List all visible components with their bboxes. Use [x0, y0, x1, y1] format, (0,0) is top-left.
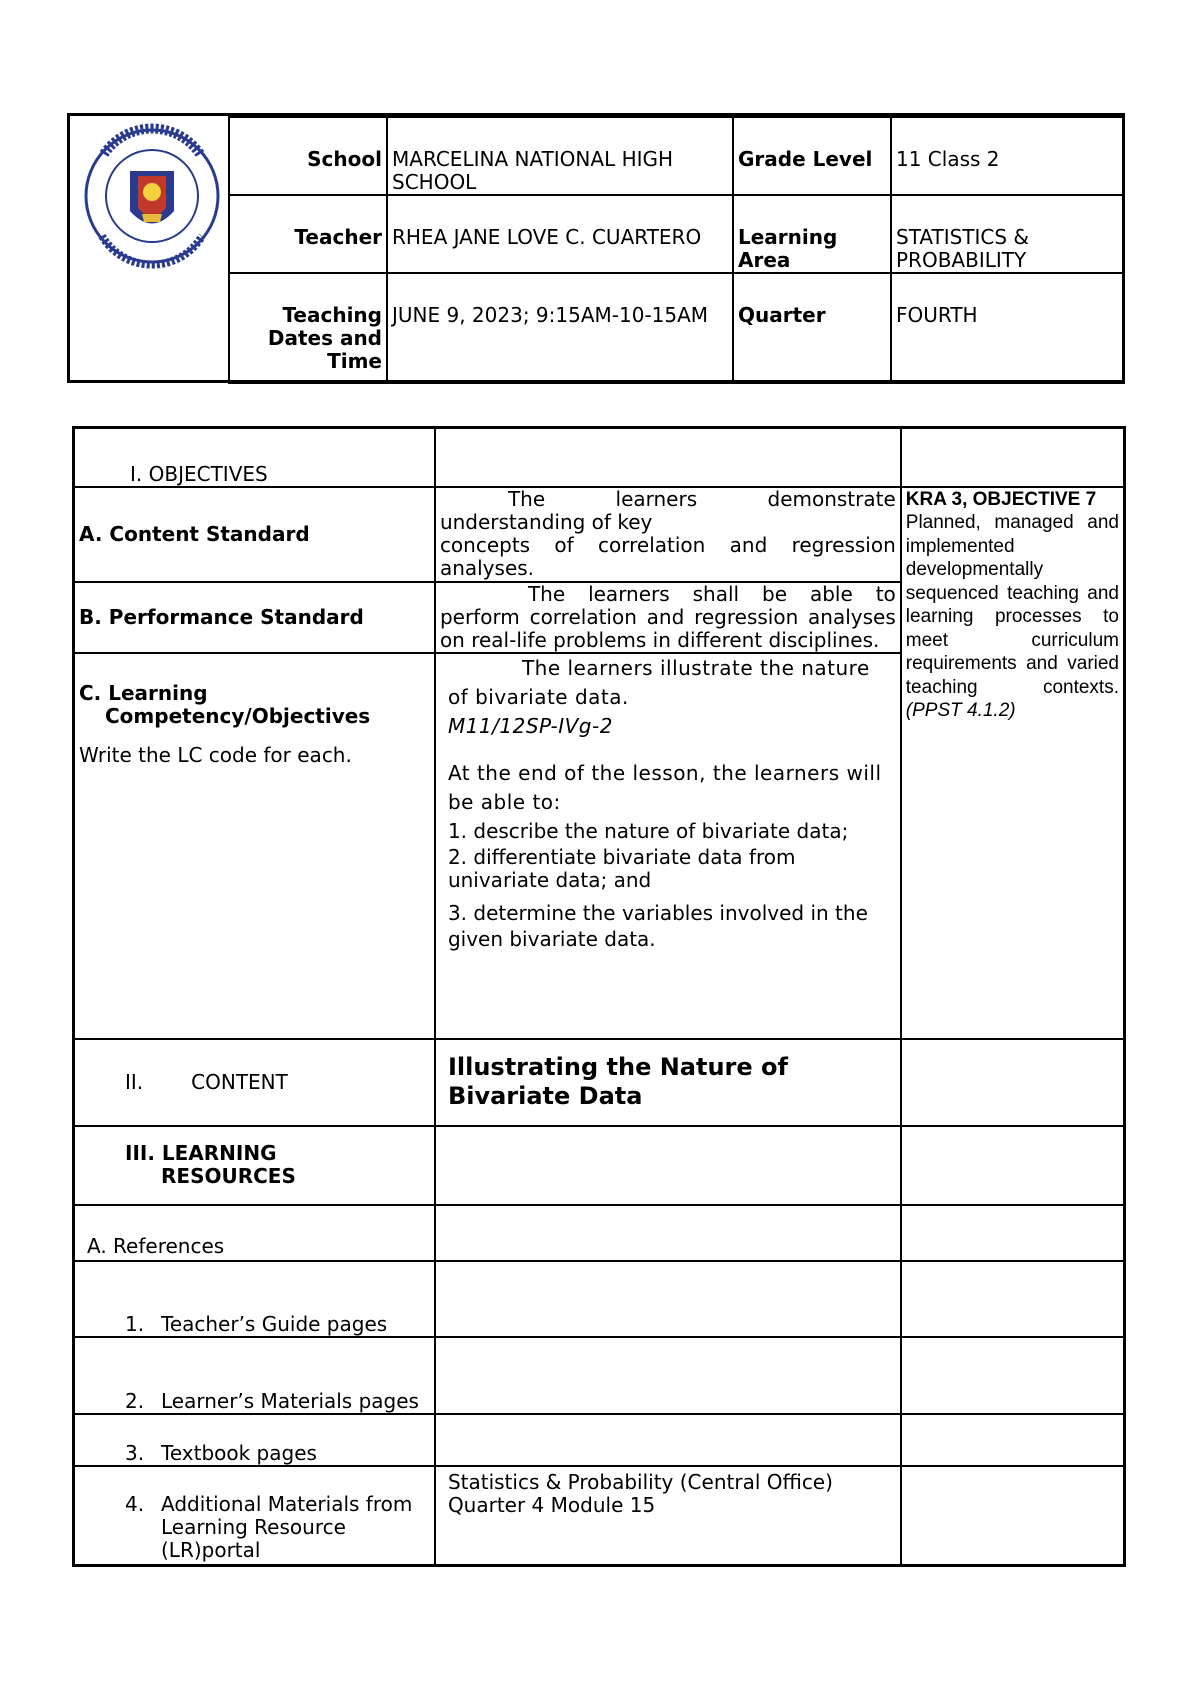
header-row-school — [229, 117, 1124, 195]
references-row — [74, 1205, 1125, 1261]
kra-title: KRA 3, OBJECTIVE 7 — [905, 488, 1097, 510]
resource-row-3 — [74, 1414, 1125, 1466]
kra-text: Planned, managed and implemented developmentally sequenced teaching and learning processes to meet curriculum requirements and varied teaching contexts. — [905, 512, 1119, 698]
resource-label-3 — [74, 1414, 435, 1466]
content-standard-label: A. Content Standard — [74, 487, 435, 582]
resources-heading-b: RESOURCES — [161, 1164, 296, 1188]
school-value: MARCELINA NATIONAL HIGH SCHOOL — [387, 117, 733, 195]
content-standard-line2: concepts of correlation and regression analyses. — [439, 532, 896, 580]
resource-value-4: Statistics & Probability (Central Office) Quarter 4 Module 15 — [435, 1466, 901, 1566]
kra-body — [906, 511, 1119, 723]
competency-item-1: 1. describe the nature of bivariate data; — [447, 818, 849, 843]
content-heading-cell — [74, 1039, 435, 1126]
resource-num-2: 2. — [125, 1388, 145, 1413]
deped-seal-logo — [70, 116, 228, 380]
lesson-plan-table — [72, 426, 1126, 1567]
competency-intro: The learners illustrate the nature of bivariate data. — [447, 655, 870, 709]
resource-num-3: 3. — [125, 1440, 145, 1465]
header-table — [228, 116, 1125, 384]
resource-label-1 — [74, 1261, 435, 1337]
kra-cell — [901, 487, 1125, 1039]
objectives-header-row — [74, 428, 1125, 487]
competency-item-2: 2. differentiate bivariate data from univariate data; and — [447, 844, 796, 892]
teacher-label: Teacher — [229, 195, 387, 273]
competency-label-a: C. Learning — [79, 680, 208, 705]
resource-num-4: 4. — [125, 1491, 145, 1516]
resource-row-4 — [74, 1466, 1125, 1566]
competency-lead: At the end of the lesson, the learners will be able to: — [447, 760, 882, 814]
area-label: Learning Area — [733, 195, 891, 273]
resources-heading-cell — [74, 1126, 435, 1205]
grade-label: Grade Level — [733, 117, 891, 195]
area-value: STATISTICS & PROBABILITY — [891, 195, 1124, 273]
resource-label-2 — [74, 1337, 435, 1414]
quarter-value: FOURTH — [891, 273, 1124, 383]
content-standard-row — [74, 487, 1125, 582]
resources-heading-num: III. — [125, 1141, 155, 1165]
competency-label-b: Competency/Objectives — [105, 703, 371, 728]
references-label: A. References — [74, 1205, 435, 1261]
resources-row — [74, 1126, 1125, 1205]
competency-item-3: 3. determine the variables involved in the given bivariate data. — [447, 900, 868, 951]
objectives-heading: I. OBJECTIVES — [74, 428, 435, 487]
resources-heading-a: LEARNING — [161, 1141, 277, 1165]
content-standard-text — [435, 487, 901, 582]
resource-row-1 — [74, 1261, 1125, 1337]
resource-text-4: Additional Materials from Learning Resource (LR)portal — [161, 1491, 413, 1562]
logo-cell — [70, 116, 228, 380]
quarter-label: Quarter — [733, 273, 891, 383]
competency-label-cell — [74, 653, 435, 1039]
resource-value-2 — [435, 1337, 901, 1414]
competency-text-cell — [435, 653, 901, 1039]
grade-value: 11 Class 2 — [891, 117, 1124, 195]
resource-num-1: 1. — [125, 1311, 145, 1336]
performance-standard-text: The learners shall be able to perform correlation and regression analyses on real-life problems in different disciplines. — [435, 582, 901, 653]
resource-text-1: Teacher’s Guide pages — [161, 1311, 388, 1336]
content-standard-line1: The learners demonstrate understanding of key — [439, 486, 896, 534]
kra-ref: (PPST 4.1.2) — [905, 700, 1016, 721]
header-row-dates — [229, 273, 1124, 383]
resource-text-3: Textbook pages — [161, 1440, 317, 1465]
resource-value-1 — [435, 1261, 901, 1337]
resource-label-4 — [74, 1466, 435, 1566]
resource-value-3 — [435, 1414, 901, 1466]
resource-row-2 — [74, 1337, 1125, 1414]
teacher-value: RHEA JANE LOVE C. CUARTERO — [387, 195, 733, 273]
dates-label: Teaching Dates and Time — [229, 273, 387, 383]
content-row — [74, 1039, 1125, 1126]
content-title: Illustrating the Nature of Bivariate Data — [435, 1039, 901, 1126]
competency-note: Write the LC code for each. — [79, 742, 352, 767]
school-label: School — [229, 117, 387, 195]
content-heading-num: II. — [125, 1069, 144, 1094]
header-row-teacher — [229, 195, 1124, 273]
dates-value: JUNE 9, 2023; 9:15AM-10-15AM — [387, 273, 733, 383]
performance-standard-label: B. Performance Standard — [74, 582, 435, 653]
competency-code: M11/12SP-IVg-2 — [447, 713, 613, 738]
content-heading: CONTENT — [191, 1069, 288, 1094]
resource-text-2: Learner’s Materials pages — [161, 1388, 419, 1413]
